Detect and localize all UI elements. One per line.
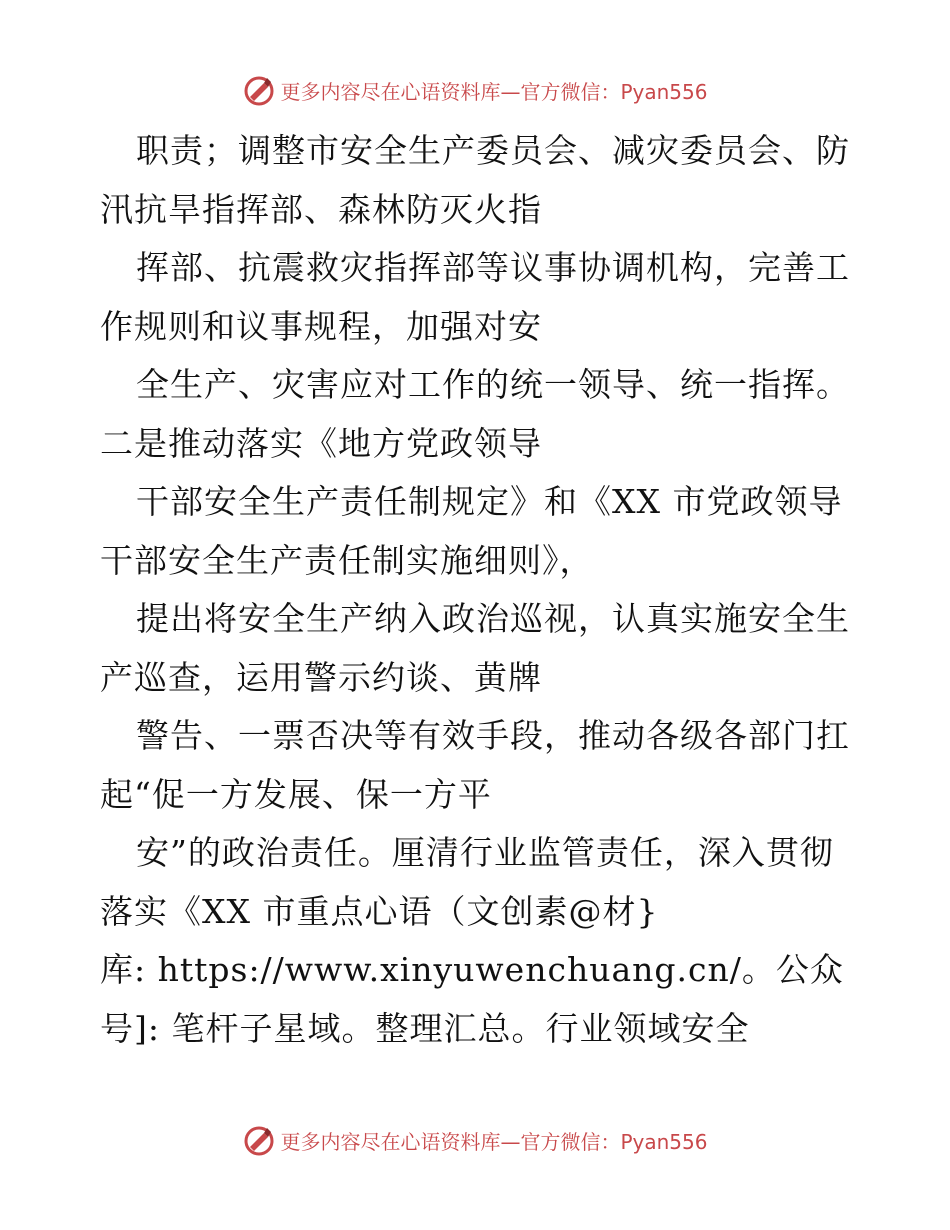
text-line: 干部安全生产责任制规定》和《XX 市党政领导 [136, 482, 843, 521]
text-line: 警告、一票否决等有效手段，推动各级各部门扛 [136, 716, 850, 755]
pen-logo-icon [242, 1123, 276, 1157]
text-line: 产巡查，运用警示约谈、黄牌 [100, 657, 542, 697]
text-line: 安”的政治责任。厘清行业监管责任，深入贯彻 [136, 833, 834, 872]
text-line: 起“促一方发展、保一方平 [100, 774, 492, 814]
watermark-text: 更多内容尽在心语资料库—官方微信：Pyan556 [280, 1129, 708, 1154]
text-line: 汛抗旱指挥部、森林防灭火指 [100, 189, 542, 229]
pen-logo-icon [242, 73, 276, 107]
text-line: 挥部、抗震救灾指挥部等议事协调机构，完善工 [136, 248, 850, 287]
header-watermark [0, 70, 950, 110]
text-line: 落实《XX 市重点心语（文创素@材} [100, 891, 659, 931]
text-line: 作规则和议事规程，加强对安 [100, 306, 542, 346]
text-line: 库: https://www.xinyuwenchuang.cn/。公众 [100, 950, 844, 989]
text-line: 干部安全生产责任制实施细则》， [100, 540, 594, 580]
footer-watermark [0, 1120, 950, 1160]
text-line: 二是推动落实《地方党政领导 [100, 423, 542, 463]
document-body [100, 122, 860, 1058]
watermark-text: 更多内容尽在心语资料库—官方微信：Pyan556 [280, 79, 708, 104]
text-line: 职责；调整市安全生产委员会、减灾委员会、防 [136, 131, 850, 170]
text-line: 全生产、灾害应对工作的统一领导、统一指挥。 [136, 365, 850, 404]
text-line: 号]: 笔杆子星域。整理汇总。行业领域安全 [100, 1008, 750, 1048]
text-line: 提出将安全生产纳入政治巡视，认真实施安全生 [136, 599, 850, 638]
